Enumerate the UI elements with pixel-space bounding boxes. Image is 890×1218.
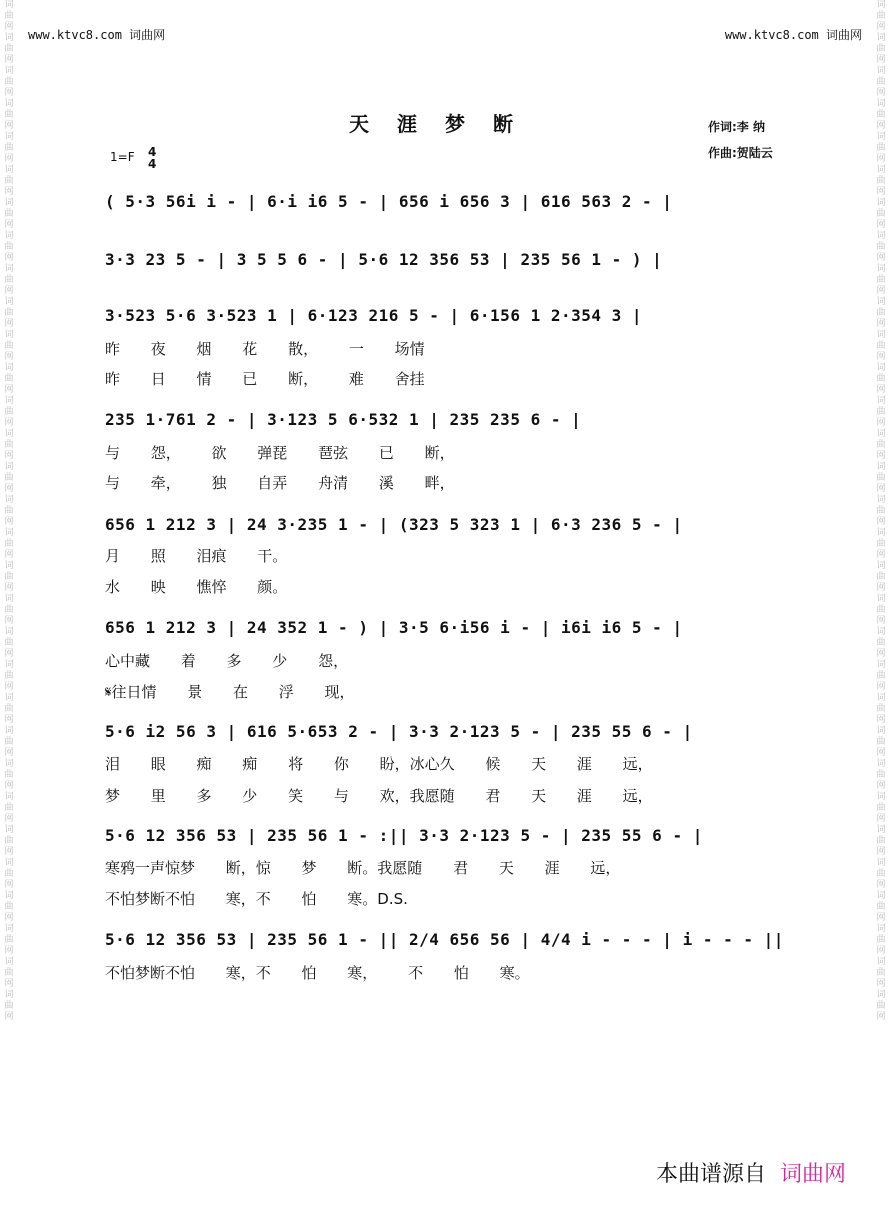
- notation-row-6: 656 1 212 3 | 24 352 1 - ) | 3·5 6·i56 i - | i6i i6 5 - |: [105, 618, 683, 637]
- lyric-line: 月 照 泪痕 干。: [105, 547, 288, 565]
- lyricist-credit: 作词:李 纳: [708, 120, 765, 134]
- side-watermark-right: 词曲网词曲网词曲网词曲网词曲网词曲网词曲网词曲网词曲网词曲网词曲网词曲网词曲网词曲网词曲网词曲网词曲网词曲网词曲网词曲网词曲网词曲网词曲网词曲网词曲网词曲网词曲网词曲网词曲网词曲网词曲网: [876, 0, 886, 1022]
- site-url-left: www.ktvc8.com 词曲网: [28, 28, 166, 42]
- lyric-line: 寒鸦一声惊梦 断，惊 梦 断。我愿随 君 天 涯 远，: [105, 859, 621, 877]
- song-title: 天涯梦断: [349, 112, 541, 136]
- source-footer: [656, 1157, 846, 1188]
- side-watermark-left: 词曲网词曲网词曲网词曲网词曲网词曲网词曲网词曲网词曲网词曲网词曲网词曲网词曲网词曲网词曲网词曲网词曲网词曲网词曲网词曲网词曲网词曲网词曲网词曲网词曲网词曲网词曲网词曲网词曲网词曲网词曲网: [4, 0, 14, 1022]
- lyric-line: 不怕梦断不怕 寒，不 怕 寒。D.S.: [105, 890, 408, 908]
- lyric-line: 梦 里 多 少 笑 与 欢，我愿随 君 天 涯 远，: [105, 787, 653, 805]
- lyric-line: 心中藏 着 多 少 怨，: [105, 652, 349, 670]
- notation-row-7: 5·6 i2 56 3 | 616 5·653 2 - | 3·3 2·123 5 - | 235 55 6 - |: [105, 722, 693, 741]
- lyric-line: 不怕梦断不怕 寒，不 怕 寒， 不 怕 寒。: [105, 964, 530, 982]
- lyric-line: 与 怨， 欲 弹琵 琶弦 已 断，: [105, 444, 455, 462]
- lyric-line: 水 映 憔悴 颜。: [105, 578, 288, 596]
- notation-row-1: ( 5·3 56i i - | 6·i i6 5 - | 656 i 656 3 | 616 563 2 - |: [105, 192, 673, 211]
- lyric-line: 与 牵， 独 自弄 舟清 溪 畔，: [105, 474, 455, 492]
- site-url-right: www.ktvc8.com 词曲网: [724, 28, 862, 42]
- notation-row-5: 656 1 212 3 | 24 3·235 1 - | (323 5 323 1 | 6·3 236 5 - |: [105, 515, 683, 534]
- key-signature: 1=F: [110, 150, 135, 164]
- notation-row-2: 3·3 23 5 - | 3 5 5 6 - | 5·6 12 356 53 | 235 56 1 - ) |: [105, 250, 663, 269]
- lyric-line: 昨 夜 烟 花 散， 一 场情: [105, 340, 425, 358]
- lyric-line: 泪 眼 痴 痴 将 你 盼，冰心久 候 天 涯 远，: [105, 755, 653, 773]
- notation-row-8: 5·6 12 356 53 | 235 56 1 - :|| 3·3 2·123 5 - | 235 55 6 - |: [105, 826, 703, 845]
- source-label: 本曲谱源自: [655, 1162, 766, 1187]
- meter-bottom: 4: [148, 157, 157, 171]
- notation-row-9: 5·6 12 356 53 | 235 56 1 - || 2/4 656 56 | 4/4 i - - - | i - - - ||: [105, 930, 784, 949]
- notation-row-3: 3·523 5·6 3·523 1 | 6·123 216 5 - | 6·156 1 2·354 3 |: [105, 306, 643, 325]
- lyric-line: 昨 日 情 已 断， 难 舍挂: [105, 370, 425, 388]
- lyric-line: 𝄋往日情 景 在 浮 现，: [105, 683, 355, 701]
- brand-logo: 词曲网: [779, 1162, 846, 1187]
- notation-row-4: 235 1·761 2 - | 3·123 5 6·532 1 | 235 235 6 - |: [105, 410, 582, 429]
- composer-credit: 作曲:贺陆云: [708, 146, 773, 160]
- meter-top: 4: [148, 145, 157, 159]
